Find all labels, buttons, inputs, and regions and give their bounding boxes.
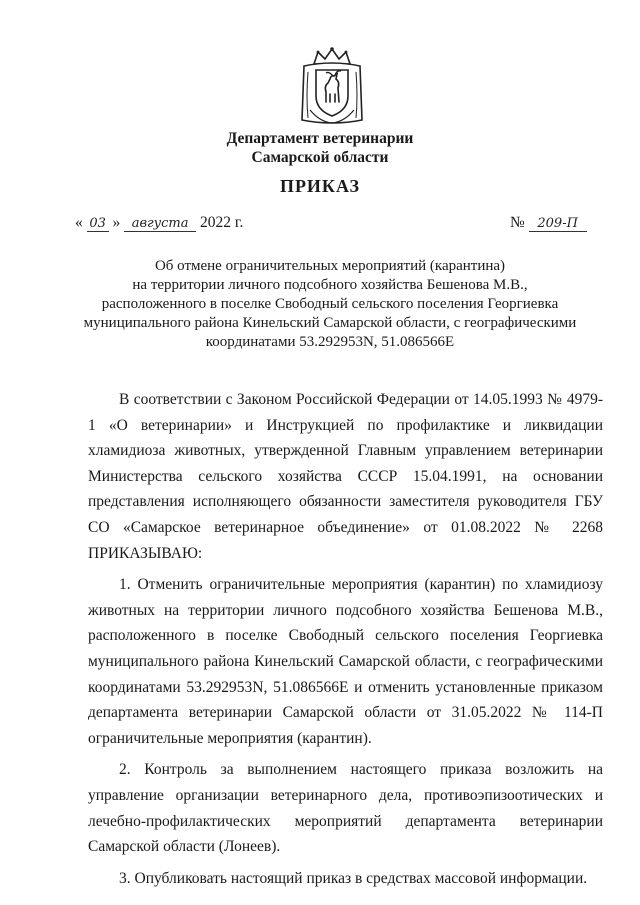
- order-body: [88, 387, 603, 891]
- order-item-2: 2. Контроль за выполнением настоящего приказа возложить на управление организации ветеринарного дела, противоэпизоотических и лечебно-профилактических мероприятий департамента ветеринарии Самарской области (Лонеев).: [88, 761, 603, 856]
- date-open-quote: «: [75, 214, 83, 231]
- order-date: [75, 214, 243, 232]
- number-value: 209-П: [529, 216, 587, 232]
- subject-line: на территории личного подсобного хозяйства Бешенова М.В.,: [132, 277, 528, 293]
- order-item-1: 1. Отменить ограничительные мероприятия (карантин) по хламидиозу животных на территории личного подсобного хозяйства Бешенова М.В., расположенного в поселке Свободный сельского поселения Георгиевка муниципального района Кинельский Самарской области, с географическими координатами 53.292953N, 51.086566E и отменить установленные приказом департамента ветеринарии Самарской области от 31.05.2022 № 114-П ограничительные мероприятия (карантин).: [88, 576, 603, 747]
- subject-line: расположенного в поселке Свободный сельского поселения Георгиевка: [101, 296, 559, 312]
- date-month: августа: [124, 216, 196, 232]
- department-name-line-2: Самарской области: [251, 149, 389, 166]
- date-year: 2022 г.: [200, 214, 244, 231]
- order-subject: [70, 257, 590, 352]
- order-item-3: 3. Опубликовать настоящий приказ в средствах массовой информации.: [119, 869, 588, 887]
- subject-line: муниципального района Кинельский Самарской области, с географическими: [83, 315, 577, 331]
- number-prefix: №: [510, 214, 525, 231]
- date-close-quote: »: [112, 214, 121, 231]
- preamble-paragraph: В соответствии с Законом Российской Федерации от 14.05.1993 № 4979-1 «О ветеринарии» и Инструкцией по профилактике и ликвидации хламидиоза животных, утвержденной Главным управлением ветеринарии Министерства сельского хозяйства СССР 15.04.1991, на основании представления исполняющего обязанности заместителя руководителя ГБУ СО «Самарское ветеринарное объединение» от 01.08.2022 № 2268 ПРИКАЗЫВАЮ:: [88, 391, 603, 562]
- coat-of-arms-emblem: [296, 46, 368, 126]
- document-title: ПРИКАЗ: [279, 176, 361, 196]
- date-day: 03: [87, 216, 109, 232]
- order-number: [510, 214, 587, 232]
- subject-line: Об отмене ограничительных мероприятий (карантина): [154, 258, 506, 274]
- subject-line: координатами 53.292953N, 51.086566E: [205, 334, 455, 350]
- department-name-line-1: Департамент ветеринарии: [226, 130, 414, 147]
